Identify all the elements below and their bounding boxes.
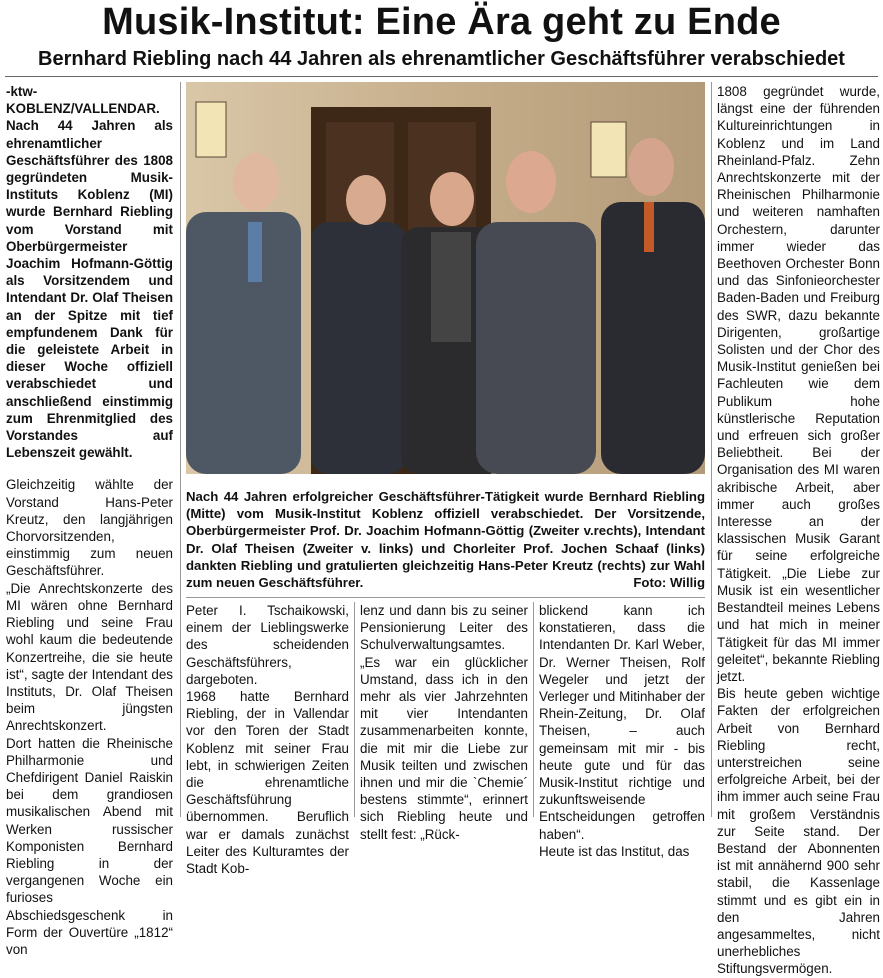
paragraph: Peter I. Tschaikowski, einem der Lieblingswerke des scheidenden Geschäftsführers, dargeboten. (186, 603, 349, 687)
paragraph: blickend kann ich konstatieren, dass die Intendanten Dr. Karl Weber, Dr. Werner Theisen, Rolf Wegeler und jetzt der Verleger und Mitinhaber der Rhein-Zeitung, Dr. Olaf Theisen, – auch gemeinsam mit mir - bis heute gute und für das Musik-Institut richtige und zukunftsweisende Entscheidungen getroffen haben“. (539, 603, 705, 842)
paragraph: lenz und dann bis zu seiner Pensionierung Leiter des Schulverwaltungsamtes. (360, 603, 528, 653)
article-column-1 (6, 83, 173, 958)
photo-credit: Foto: Willig (633, 575, 705, 591)
group-photo-icon (186, 82, 705, 474)
article-subheadline: Bernhard Riebling nach 44 Jahren als ehrenamtlicher Geschäftsführer verabschiedet (38, 48, 845, 70)
column-divider (533, 602, 534, 817)
paragraph: „Es war ein glücklicher Umstand, dass ich in den mehr als vier Jahrzehnten mit vier Intendanten zusammenarbeiten konnte, die mit mir die Liebe zur Musik teilten und zwischen ihnen und mir die `Chemie´ bestens stimmte“, erinnert sich Riebling heute und stellt fest: „Rück- (360, 654, 528, 842)
column-divider (354, 602, 355, 817)
header-rule (5, 76, 878, 77)
photo-caption (186, 488, 705, 591)
article-column-3 (360, 602, 528, 843)
article-column-2 (186, 602, 349, 877)
paragraph: Dort hatten die Rheinische Philharmonie und Chefdirigent Daniel Raiskin bei dem grandiosen musikalischen Abend mit Werken russischer Komponisten Bernhard Riebling in der vergangenen Woche ein furioses Abschiedsgeschenk in Form der Ouvertüre „1812“ von (6, 735, 173, 957)
article-column-4 (539, 602, 705, 860)
paragraph: 1968 hatte Bernhard Riebling, der in Vallendar vor den Toren der Stadt Koblenz mit seiner Frau lebt, in schwierigen Zeiten die ehrenamtliche Geschäftsführung übernommen. Beruflich war er damals zunächst Leiter des Kulturamtes der Stadt Kob- (186, 689, 349, 877)
paragraph: Bis heute geben wichtige Fakten der erfolgreichen Arbeit von Bernhard Riebling recht, unterstreichen seine erfolgreiche Arbeit, bei der ihm immer auch seine Frau mit großem Verständnis zur Seite stand. Der Bestand der Abonnenten ist mit annähernd 900 sehr stabil, die Kassenlage stimmt und es gibt ein in den Jahren angesammeltes, nicht unerhebliches Stiftungsvermögen. (717, 686, 880, 977)
column-divider (711, 82, 712, 817)
paragraph: „Die Anrechtskonzerte des MI wären ohne Bernhard Riebling und seine Frau wohl kaum die bedeutende Konzertreihe, die sie heute ist“, sagte der Intendant des Instituts, Dr. Olaf Theisen beim jüngsten Anrechtskonzert. (6, 580, 173, 734)
caption-text: Nach 44 Jahren erfolgreicher Geschäftsführer-Tätigkeit wurde Bernhard Riebling (Mitte) vom Musik-Institut Koblenz offiziell verabschiedet. Der Vorsitzende, Oberbürgermeister Prof. Dr. Joachim Hofmann-Göttig (Zweiter v.rechts), Intendant Dr. Olaf Theisen (Zweiter v. links) und Chorleiter Prof. Jochen Schaaf (links) dankten Riebling und gratulierten gleichzeitig Hans-Peter Kreutz (rechts) zur Wahl zum neuen Geschäftsführer. (186, 489, 705, 591)
caption-divider (186, 597, 705, 598)
group-photo (186, 82, 705, 474)
article-headline: Musik-Institut: Eine Ära geht zu Ende (102, 1, 781, 43)
paragraph: Gleichzeitig wählte der Vorstand Hans-Peter Kreutz, den langjährigen Chorvorsitzenden, einstimmig zum neuen Geschäftsführer. (6, 477, 173, 579)
column-divider (180, 82, 181, 817)
lead-paragraph: -ktw- KOBLENZ/VALLENDAR. Nach 44 Jahren als ehrenamtlicher Geschäftsführer des 1808 gegründeten Musik-Instituts Koblenz (MI) wurde Bernhard Riebling vom Vorstand mit Oberbürgermeister Joachim Hofmann-Göttig als Vorsitzendem und Intendant Dr. Olaf Theisen an der Spitze mit tief empfundenem Dank für die geleistete Arbeit in dieser Woche offiziell verabschiedet und anschließend einstimmig zum Ehrenmitglied des Vorstandes auf Lebenszeit gewählt. (6, 84, 173, 461)
paragraph: Heute ist das Institut, das (539, 843, 690, 859)
paragraph: 1808 gegründet wurde, längst eine der führenden Kultureinrichtungen in Koblenz und im Land Rheinland-Pfalz. Zehn Anrechtskonzerte mit der Rheinischen Philharmonie und weiteren namhaften Orchestern, darunter immer wieder das Beethoven Orchester Bonn und das Sinfonieorchester Baden-Baden und Freiburg des SWR, dazu bekannte Dirigenten, großartige Solisten und der Chor des Musik-Institut genießen bei Fachleuten wie dem Publikum hohe künstlerische Reputation und erfreuen sich großer Beliebtheit. Bei der Organisation des MI waren akribische Arbeit, aber immer auch großes Interesse an der klassischen Musik Garant für seine erfolgreiche Tätigkeit. „Die Liebe zur Musik ist ein wesentlicher Bestandteil meines Lebens und hat mich in meiner Tätigkeit für das MI immer geleitet“, bekannte Riebling jetzt. (717, 84, 880, 684)
article-column-5 (717, 83, 880, 978)
